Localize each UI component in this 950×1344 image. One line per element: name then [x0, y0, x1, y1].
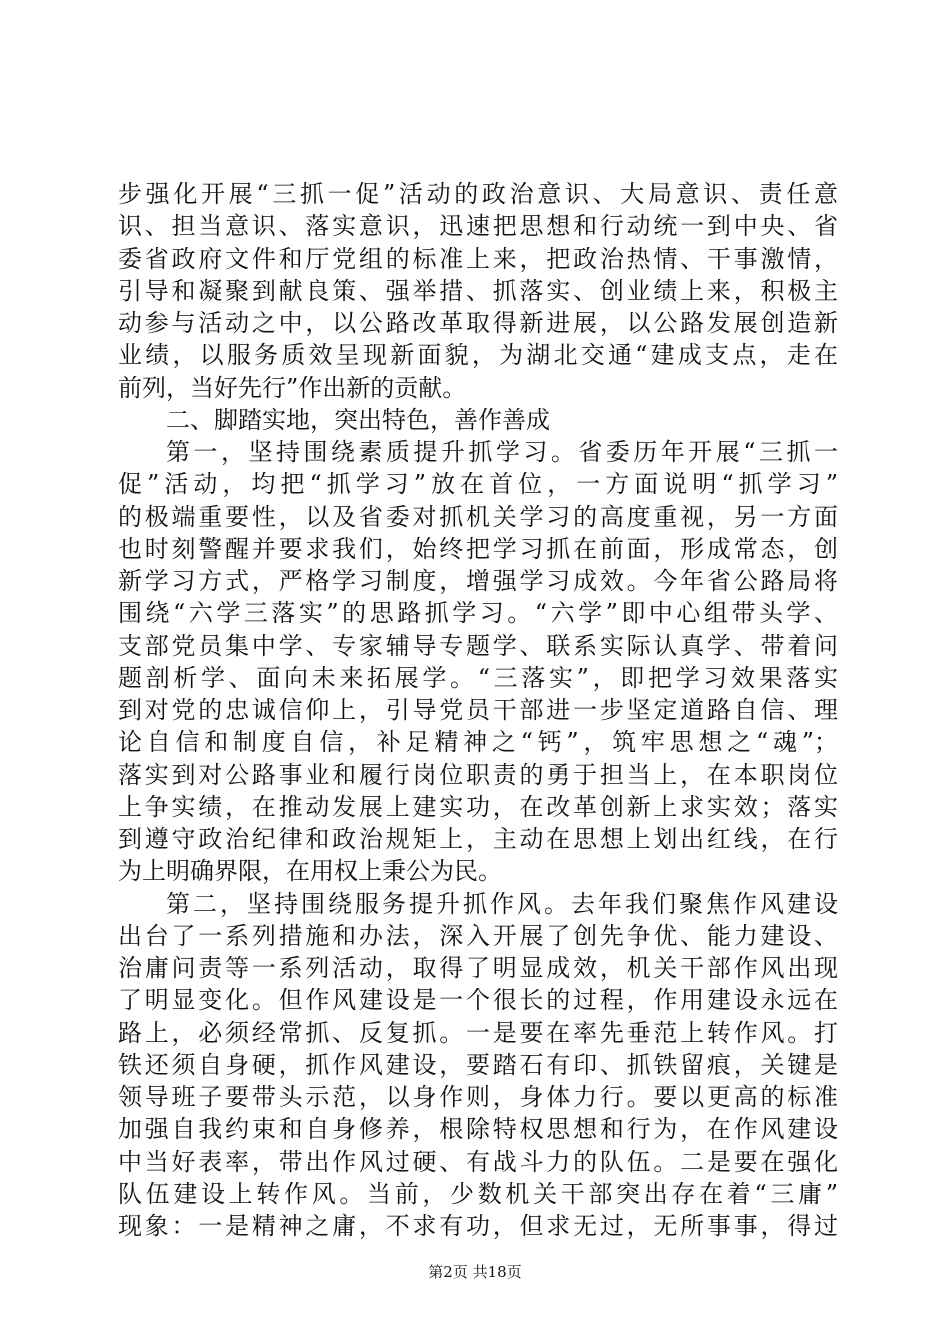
text-line: 落实到对公路事业和履行岗位职责的勇于担当上，在本职岗位: [118, 761, 838, 789]
text-line: 引导和凝聚到献良策、强举措、抓落实、创业绩上来，积极主: [118, 277, 838, 305]
text-line: 铁还须自身硬，抓作风建设，要踏石有印、抓铁留痕，关键是: [118, 1051, 838, 1079]
text-line: 上争实绩，在推动发展上建实功，在改革创新上求实效；落实: [118, 793, 838, 821]
text-line: 促”活动，均把“抓学习”放在首位，一方面说明“抓学习”: [118, 470, 838, 498]
text-line: 加强自我约束和自身修养，根除特权思想和行为，在作风建设: [118, 1115, 838, 1143]
text-line: 业绩，以服务质效呈现新面貌，为湖北交通“建成支点，走在: [118, 341, 838, 369]
paragraph-start-line: 第一，坚持围绕素质提升抓学习。省委历年开展“三抓一: [166, 438, 838, 466]
text-line: 中当好表率，带出作风过硬、有战斗力的队伍。二是要在强化: [118, 1148, 838, 1176]
text-line: 支部党员集中学、专家辅导专题学、联系实际认真学、带着问: [118, 632, 838, 660]
section-heading: 二、脚踏实地，突出特色，善作善成: [166, 406, 550, 434]
text-line: 到遵守政治纪律和政治规矩上，主动在思想上划出红线，在行: [118, 825, 838, 853]
text-line: 也时刻警醒并要求我们，始终把学习抓在前面，形成常态，创: [118, 535, 838, 563]
page-footer: 第2页 共18页: [428, 1263, 522, 1281]
text-line: 现象：一是精神之庸，不求有功，但求无过，无所事事，得过: [118, 1212, 838, 1240]
text-line: 前列，当好先行”作出新的贡献。: [118, 374, 467, 402]
text-line: 委省政府文件和厅党组的标准上来，把政治热情、干事激情，: [118, 245, 838, 273]
text-line: 识、担当意识、落实意识，迅速把思想和行动统一到中央、省: [118, 212, 838, 240]
text-line: 领导班子要带头示范，以身作则，身体力行。要以更高的标准: [118, 1083, 838, 1111]
text-line: 动参与活动之中，以公路改革取得新进展，以公路发展创造新: [118, 309, 838, 337]
text-line: 题剖析学、面向未来拓展学。“三落实”，即把学习效果落实: [118, 664, 838, 692]
text-line: 队伍建设上转作风。当前，少数机关干部突出存在着“三庸”: [118, 1180, 838, 1208]
text-line: 治庸问责等一系列活动，取得了明显成效，机关干部作风出现: [118, 954, 838, 982]
text-line: 出台了一系列措施和办法，深入开展了创先争优、能力建设、: [118, 922, 838, 950]
text-line: 新学习方式，严格学习制度，增强学习成效。今年省公路局将: [118, 567, 838, 595]
paragraph-start-line: 第二，坚持围绕服务提升抓作风。去年我们聚焦作风建设: [166, 890, 838, 918]
text-line: 到对党的忠诚信仰上，引导党员干部进一步坚定道路自信、理: [118, 696, 838, 724]
text-line: 的极端重要性，以及省委对抓机关学习的高度重视，另一方面: [118, 503, 838, 531]
text-line: 为上明确界限，在用权上秉公为民。: [118, 857, 502, 885]
text-line: 步强化开展“三抓一促”活动的政治意识、大局意识、责任意: [118, 180, 838, 208]
text-line: 围绕“六学三落实”的思路抓学习。“六学”即中心组带头学、: [118, 599, 838, 627]
text-line: 论自信和制度自信，补足精神之“钙”，筑牢思想之“魂”；: [118, 728, 838, 756]
text-line: 路上，必须经常抓、反复抓。一是要在率先垂范上转作风。打: [118, 1019, 838, 1047]
text-line: 了明显变化。但作风建设是一个很长的过程，作用建设永远在: [118, 986, 838, 1014]
